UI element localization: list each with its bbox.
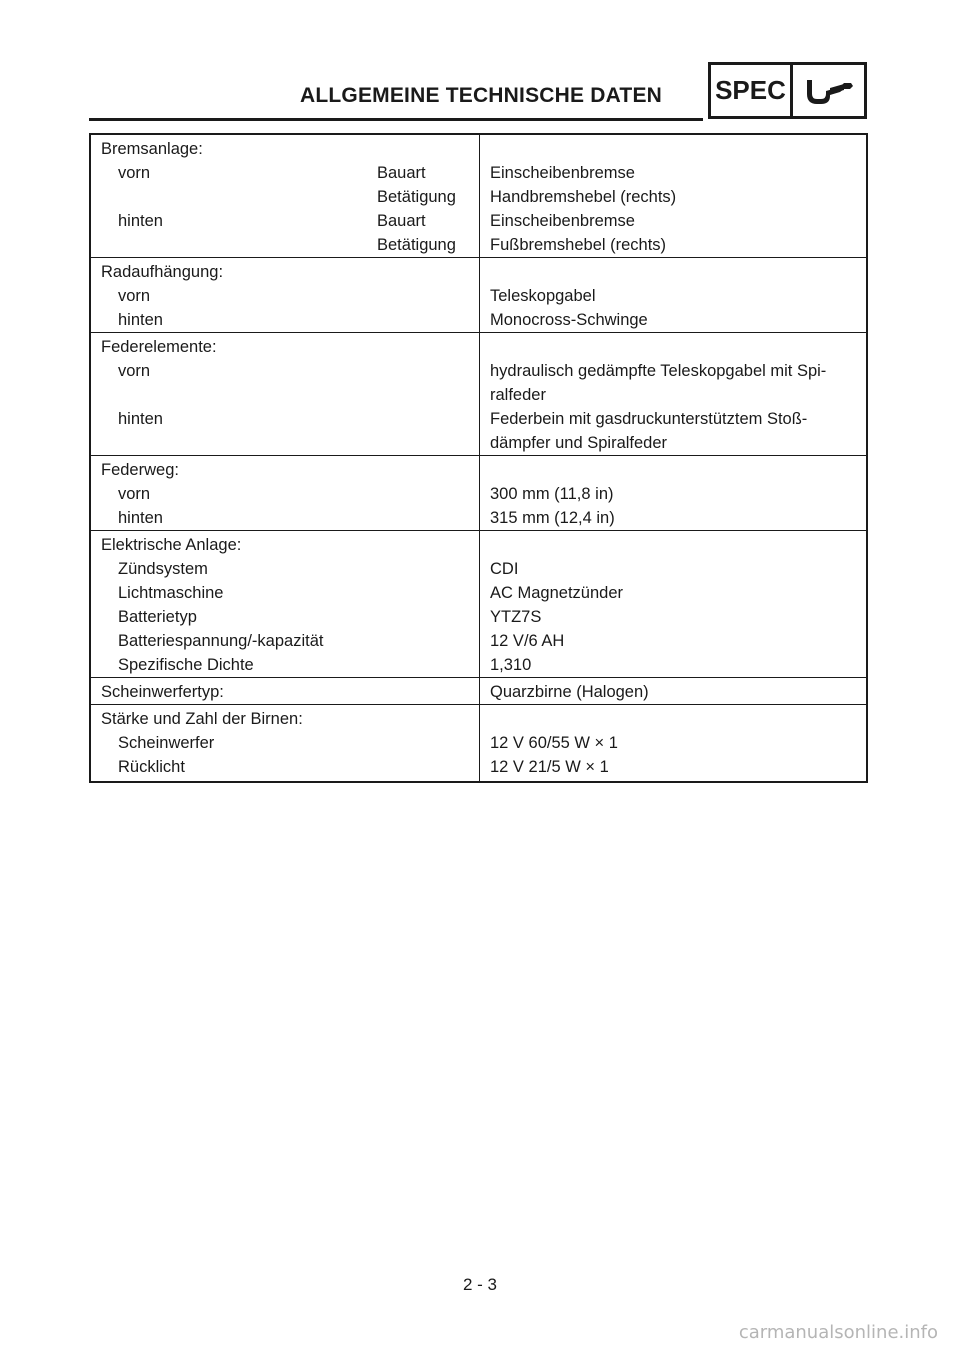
row-name: hinten (118, 212, 163, 230)
header-rule (89, 118, 703, 121)
row-value (480, 407, 868, 456)
table-row (90, 233, 867, 258)
group-heading: Federelemente: (101, 338, 217, 356)
row-value: 12 V 60/55 W × 1 (490, 734, 618, 752)
group-federweg (90, 456, 867, 531)
group-heading: Scheinwerfertyp: (101, 683, 224, 701)
table-row (90, 161, 867, 185)
group-birnen (90, 705, 867, 783)
row-name: Lichtmaschine (118, 584, 224, 602)
row-name: Scheinwerfer (118, 734, 215, 752)
value-line: ralfeder (490, 386, 546, 404)
group-heading: Radaufhängung: (101, 263, 224, 281)
table-row (90, 359, 867, 407)
row-value (480, 359, 868, 407)
row-name: vorn (118, 362, 151, 380)
row-name: Zündsystem (118, 560, 208, 578)
value-line: Federbein mit gasdruckunterstütztem Stoß- (490, 410, 808, 428)
table-row (90, 284, 867, 308)
row-name: Batteriespannung/-kapazität (118, 632, 324, 650)
group-heading: Federweg: (101, 461, 179, 479)
page-number: 2 - 3 (462, 1275, 498, 1294)
table-row (90, 557, 867, 581)
row-value: 300 mm (11,8 in) (490, 485, 614, 503)
row-value: YTZ7S (490, 608, 542, 626)
row-name: vorn (118, 485, 151, 503)
group-scheinwerfertyp (90, 678, 867, 705)
group-elektrische-anlage (90, 531, 867, 678)
table-row (90, 209, 867, 233)
group-bremsanlage (90, 134, 867, 258)
spec-badge (708, 62, 867, 119)
table-row (90, 629, 867, 653)
value-line: dämpfer und Spiralfeder (490, 434, 668, 452)
row-name: vorn (118, 287, 151, 305)
row-value: Monocross-Schwinge (490, 311, 648, 329)
row-qualifier: Bauart (377, 164, 426, 182)
table-row (90, 581, 867, 605)
table-row (90, 185, 867, 209)
table-row (90, 605, 867, 629)
row-value: Einscheibenbremse (490, 212, 635, 230)
row-value: Handbremshebel (rechts) (490, 188, 677, 206)
spec-label: SPEC (711, 65, 793, 116)
group-heading: Bremsanlage: (101, 140, 203, 158)
row-value: 12 V 21/5 W × 1 (490, 758, 609, 776)
wrench-icon (793, 65, 864, 116)
row-value: AC Magnetzünder (490, 584, 623, 602)
row-name: vorn (118, 164, 151, 182)
row-name: Rücklicht (118, 758, 185, 776)
row-qualifier: Betätigung (377, 236, 456, 254)
row-name: Spezifische Dichte (118, 656, 254, 674)
page-title: ALLGEMEINE TECHNISCHE DATEN (300, 84, 663, 107)
row-name: hinten (118, 311, 163, 329)
row-value: CDI (490, 560, 519, 578)
row-name: Batterietyp (118, 608, 197, 626)
table-row (90, 678, 867, 705)
table-row (90, 308, 867, 333)
table-row (90, 506, 867, 531)
group-radaufhaengung (90, 258, 867, 333)
row-value: Quarzbirne (Halogen) (490, 683, 649, 701)
row-name: hinten (118, 509, 163, 527)
row-value: 1,310 (490, 656, 532, 674)
row-value: Teleskopgabel (490, 287, 596, 305)
table-row (90, 407, 867, 456)
group-federelemente (90, 333, 867, 456)
group-heading: Stärke und Zahl der Birnen: (101, 710, 303, 728)
table-row (90, 653, 867, 678)
spec-table (89, 133, 868, 783)
row-qualifier: Bauart (377, 212, 426, 230)
row-name: hinten (118, 410, 163, 428)
row-value: 315 mm (12,4 in) (490, 509, 615, 527)
value-line: hydraulisch gedämpfte Teleskopgabel mit Spi- (490, 362, 827, 380)
table-row (90, 731, 867, 755)
row-value: Fußbremshebel (rechts) (490, 236, 667, 254)
watermark: carmanualsonline.info (738, 1322, 938, 1343)
table-row (90, 755, 867, 782)
row-value: Einscheibenbremse (490, 164, 635, 182)
table-row (90, 482, 867, 506)
row-value: 12 V/6 AH (490, 632, 565, 650)
group-heading: Elektrische Anlage: (101, 536, 242, 554)
row-qualifier: Betätigung (377, 188, 456, 206)
